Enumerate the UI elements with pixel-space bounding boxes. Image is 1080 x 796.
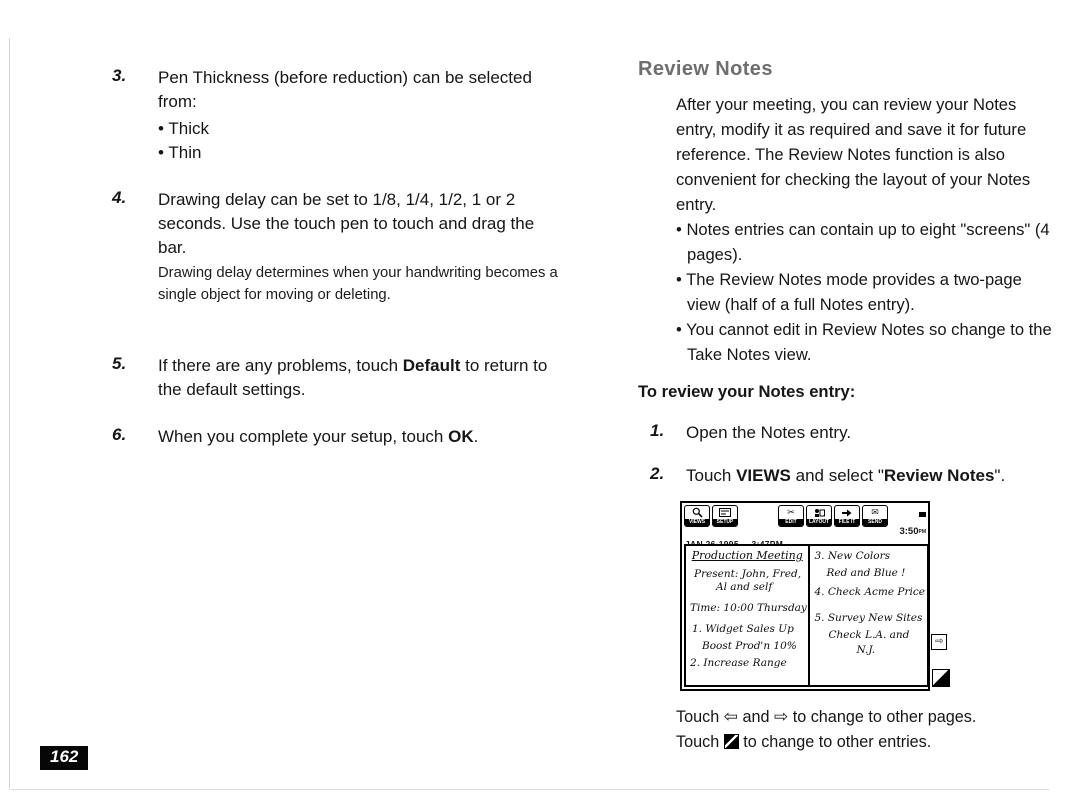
step-number: 1. (650, 421, 665, 440)
bullet-icon: • (676, 320, 682, 339)
text-segment: . (473, 427, 479, 446)
list-number: 3. (112, 66, 127, 85)
list-item-5 (112, 354, 560, 402)
sliders-icon (713, 506, 737, 519)
page-flip-button (932, 669, 950, 687)
procedure-step-1 (638, 421, 1058, 445)
text-segment: When you complete your setup, touch (158, 427, 449, 446)
figure-caption (676, 704, 1058, 755)
handwritten-line: 4. Check Acme Price (814, 586, 925, 598)
left-arrow-icon: ⇦ (723, 707, 738, 726)
handwritten-line: Check L.A. and (828, 629, 910, 641)
text-segment: If there are any problems, touch (158, 356, 403, 375)
bullet-icon: • (158, 143, 164, 162)
clock-ampm: PM (918, 529, 926, 535)
text-segment: Touch (686, 466, 737, 485)
text-segment: Touch (676, 733, 724, 751)
bullet-item (676, 267, 1054, 317)
page-flip-icon (724, 734, 739, 749)
bullet-text: You cannot edit in Review Notes so change to the Take Notes view. (686, 320, 1052, 364)
layout-icon (807, 506, 831, 519)
bullet-text: Notes entries can contain up to eight "screens" (4 pages). (686, 220, 1050, 264)
list-item-3 (112, 66, 560, 165)
device-right-strip (929, 544, 950, 687)
envelope-icon: ✉ (871, 507, 879, 517)
text-segment: and select " (790, 466, 884, 485)
handwritten-line: 1. Widget Sales Up (692, 623, 794, 635)
list-item-text: Pen Thickness (before reduction) can be selected from: (158, 68, 532, 111)
send-label: SEND (863, 519, 887, 526)
fileit-button (834, 505, 860, 527)
handwritten-line: Boost Prod'n 10% (702, 640, 797, 652)
edit-button (778, 505, 804, 527)
device-content (684, 544, 944, 687)
edit-label: EDIT (779, 519, 803, 526)
handwritten-line: 2. Increase Range (690, 657, 787, 669)
step-number: 2. (650, 464, 665, 483)
notes-page-right (809, 546, 927, 685)
layout-button (806, 505, 832, 527)
section-heading: Review Notes (638, 58, 773, 80)
views-label: VIEWS (685, 519, 709, 526)
step-text (686, 464, 1005, 488)
bold-default: Default (402, 356, 461, 375)
bullet-item-thin: Thin (168, 143, 202, 162)
device-screenshot (680, 501, 944, 691)
bold-ok: OK (448, 427, 474, 446)
device-toolbar (682, 503, 928, 538)
bullet-item (676, 317, 1054, 367)
handwritten-line: 5. Survey New Sites (814, 612, 923, 624)
bullet-icon: • (158, 119, 164, 138)
page-scan-edge (9, 38, 10, 788)
fileit-label: FILE IT (835, 519, 859, 526)
section-bullets (676, 217, 1054, 367)
setup-button (712, 505, 738, 527)
list-number: 6. (112, 425, 127, 444)
send-button (862, 505, 888, 527)
bullet-text: The Review Notes mode provides a two-page view (half of a full Notes entry). (686, 270, 1022, 314)
bullet-icon: • (676, 220, 682, 239)
layout-label: LAYOUT (808, 519, 830, 525)
notes-pages (684, 544, 929, 687)
handwritten-title: Production Meeting (691, 549, 803, 562)
clock-time: 3:50 (899, 526, 919, 537)
handwritten-line: Time: 10:00 Thursday (690, 602, 807, 614)
magnifier-icon (685, 506, 709, 519)
caption-line-2 (676, 730, 1058, 755)
section-intro: After your meeting, you can review your Notes entry, modify it as required and save it for future reference. The Review Notes function is also convenient for checking the layout of your Notes entry. (676, 95, 1031, 214)
list-item-6 (112, 425, 560, 449)
procedure-subheading: To review your Notes entry: (638, 382, 856, 401)
list-item-text: Drawing delay can be set to 1/8, 1/4, 1/2, 1 or 2 seconds. Use the touch pen to touch and drag the bar. (158, 190, 535, 257)
text-segment: Touch (676, 708, 724, 726)
bullet-item (676, 217, 1054, 267)
procedure-step-2 (638, 464, 1058, 488)
text-segment: and (737, 708, 774, 726)
file-arrow-icon (835, 506, 859, 519)
handwritten-line: Al and self (716, 581, 773, 593)
scissors-icon: ✂ (787, 507, 795, 517)
bold-views: VIEWS (736, 466, 791, 485)
device-clock (890, 505, 926, 538)
text-segment: ". (994, 466, 1006, 485)
list-number: 4. (112, 188, 127, 207)
text-segment: to change to other entries. (738, 733, 932, 751)
handwritten-line: N.J. (856, 644, 876, 656)
right-column (638, 58, 1058, 755)
notes-page-left (686, 546, 809, 685)
handwritten-line: Red and Blue ! (826, 567, 906, 579)
text-segment: to change to other pages. (788, 708, 977, 726)
page-scan-edge (9, 789, 1049, 790)
list-item-text (158, 354, 560, 402)
list-item-4 (112, 188, 560, 306)
right-arrow-icon: ⇨ (935, 636, 944, 647)
caption-line-1 (676, 704, 1058, 730)
next-page-button (931, 634, 947, 650)
handwritten-line: 3. New Colors (814, 550, 891, 562)
right-arrow-icon: ⇨ (773, 707, 789, 726)
setup-label: SETUP (713, 519, 737, 526)
text-segment: to return to the default settings. (158, 356, 548, 399)
step-text: Open the Notes entry. (686, 423, 852, 442)
battery-icon (919, 512, 926, 517)
page-number-badge: 162 (40, 746, 88, 770)
list-item-text (158, 425, 560, 449)
handwritten-line: Present: John, Fred, (694, 568, 802, 580)
views-button (684, 505, 710, 527)
bold-review-notes: Review Notes (883, 466, 995, 485)
bullet-icon: • (676, 270, 682, 289)
list-item-note: Drawing delay determines when your handwriting becomes a single object for moving or deleting. (158, 265, 558, 303)
list-number: 5. (112, 354, 127, 373)
bullet-item-thick: Thick (168, 119, 209, 138)
